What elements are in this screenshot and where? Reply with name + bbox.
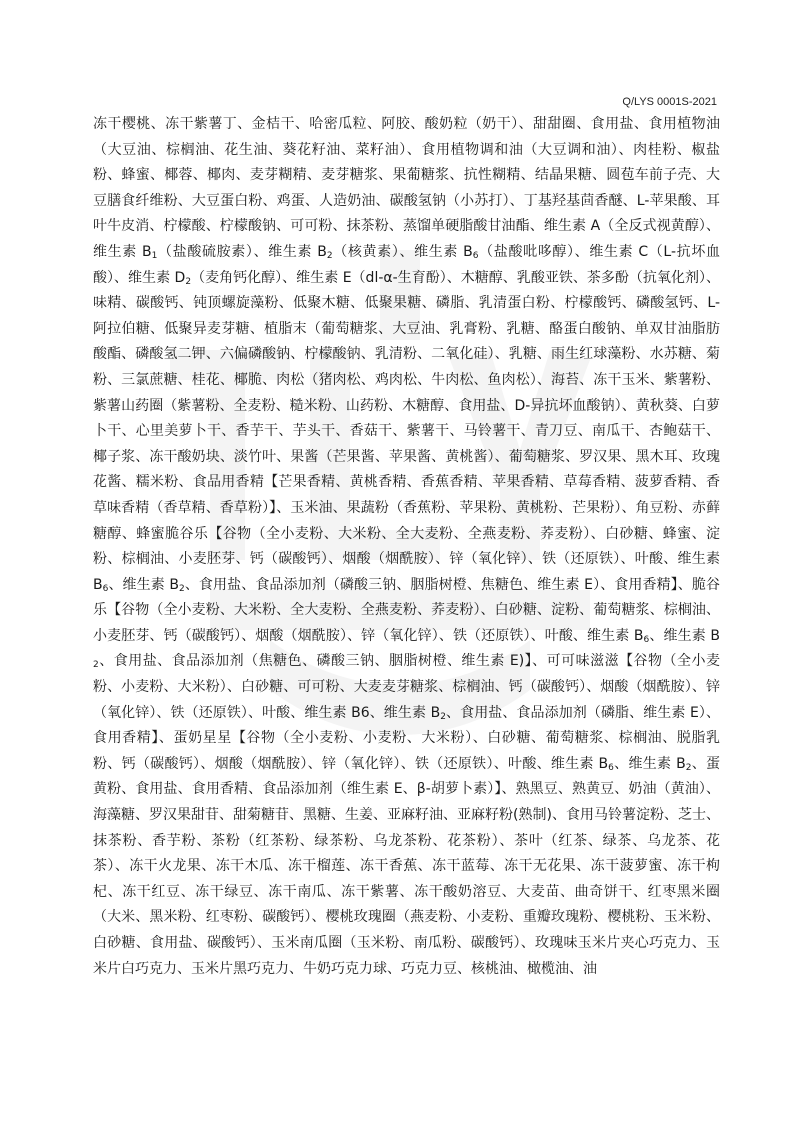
text-segment: 、食用盐、食品添加剂（磷酸三钠、胭脂树橙、焦糖色、维生素 E）、食用香精】、脆谷乐【谷物（全小麦粉、大米粉、全大麦粉、全燕麦粉、荞麦粉）、白砂糖、淀粉、葡萄糖浆、棕榈油、小麦胚芽、钙（碳酸钙）、烟酸（烟酰胺）、锌（氧化锌）、铁（还原铁）、叶酸、维生素 B xyxy=(93,576,720,644)
ingredient-paragraph xyxy=(93,112,720,982)
subscript: 2 xyxy=(93,660,99,671)
text-segment: 、蛋黄粉、食用盐、食用香精、食品添加剂（维生素 E、β-胡萝卜素）】、熟黑豆、熟黄豆、奶油（黄油）、海藻糖、罗汉果甜苷、甜菊糖苷、黑糖、生姜、亚麻籽油、亚麻籽粉(熟制)、食用马铃薯淀粉、芝士、抹茶粉、香芋粉、茶粉（红茶粉、绿茶粉、乌龙茶粉、花茶粉）、茶叶（红茶、绿茶、乌龙茶、花茶）、冻干火龙果、冻干木瓜、冻干榴莲、冻干香蕉、冻干蓝莓、冻干无花果、冻干菠萝蜜、冻干枸杞、冻干红豆、冻干绿豆、冻干南瓜、冻干紫薯、冻干酸奶溶豆、大麦苗、曲奇饼干、红枣黑米圈（大米、黑米粉、红枣粉、碳酸钙）、樱桃玫瑰圈（燕麦粉、小麦粉、重瓣玫瑰粉、樱桃粉、玉米粉、白砂糖、食用盐、碳酸钙）、玉米南瓜圈（玉米粉、南瓜粉、碳酸钙）、玫瑰味玉米片夹心巧克力、玉米片白巧克力、玉米片黑巧克力、牛奶巧克力球、巧克力豆、核桃油、橄榄油、油 xyxy=(93,755,720,977)
subscript: 2 xyxy=(185,276,192,287)
subscript: 2 xyxy=(440,711,446,722)
text-segment: 、食用盐、食品添加剂（焦糖色、磷酸三钠、胭脂树橙、维生素 E)】、可可味滋滋【谷物（全小麦粉、小麦粉、大米粉）、白砂糖、可可粉、大麦麦芽糖浆、棕榈油、钙（碳酸钙）、烟酸（烟酰胺）、锌（氧化锌）、铁（还原铁）、叶酸、维生素 B6、维生素 B xyxy=(93,653,720,721)
subscript: 6 xyxy=(472,250,479,261)
text-segment: （麦角钙化醇）、维生素 E（dl-α-生育酚）、木糖醇、乳酸亚铁、茶多酚（抗氧化剂）、味精、碳酸钙、钝顶螺旋藻粉、低聚木糖、低聚果糖、磷脂、乳清蛋白粉、柠檬酸钙、磷酸氢钙、L-阿拉伯糖、低聚异麦芽糖、植脂末（葡萄糖浆、大豆油、乳膏粉、乳糖、酪蛋白酸钠、单双甘油脂肪酸酯、磷酸氢二钾、六偏磷酸钠、柠檬酸钠、乳清粉、二氧化硅）、乳糖、雨生红球藻粉、水苏糖、菊粉、三氯蔗糖、桂花、椰脆、肉松（猪肉松、鸡肉松、牛肉松、鱼肉松）、海苔、冻干玉米、紫薯粉、紫薯山药圈（紫薯粉、全麦粉、糙米粉、山药粉、木糖醇、食用盐、D-异抗坏血酸钠）、黄秋葵、白萝卜干、心里美萝卜干、香芋干、芋头干、香菇干、紫薯干、马铃薯干、青刀豆、南瓜干、杏鲍菇干、椰子浆、冻干酸奶块、淡竹叶、果酱（芒果酱、苹果酱、黄桃酱）、葡萄糖浆、罗汉果、黑木耳、玫瑰花酱、糯米粉、食品用香精【芒果香精、黄桃香精、香蕉香精、苹果香精、草莓香精、菠萝香精、香草味香精（香草精、香草粉）】、玉米油、果蔬粉（香蕉粉、苹果粉、黄桃粉、芒果粉）、角豆粉、赤藓糖醇、蜂蜜脆谷乐【谷物（全小麦粉、大米粉、全大麦粉、全燕麦粉、荞麦粉）、白砂糖、蜂蜜、淀粉、棕榈油、小麦胚芽、钙（碳酸钙）、烟酸（烟酰胺）、锌（氧化锌）、铁（还原铁）、叶酸、维生素 B xyxy=(93,269,720,593)
document-code: Q/LYS 0001S-2021 xyxy=(622,96,717,108)
subscript: 2 xyxy=(685,762,692,773)
text-segment: 、维生素 B xyxy=(108,576,179,593)
text-segment: 、维生素 B xyxy=(649,627,720,644)
ingredient-list xyxy=(93,112,720,1122)
subscript: 2 xyxy=(179,583,185,594)
subscript: 1 xyxy=(151,250,158,261)
text-segment: 、食用盐、食品添加剂（磷脂、维生素 E）、食用香精】、蛋奶星星【谷物（全小麦粉、小麦粉、大米粉）、白砂糖、葡萄糖浆、棕榈油、脱脂乳粉、钙（碳酸钙）、烟酸（烟酰胺）、锌（氧化锌）、铁（还原铁）、叶酸、维生素 B xyxy=(93,704,720,772)
subscript: 6 xyxy=(102,583,109,594)
text-segment: （盐酸吡哆醇）、维生素 C（L-抗坏血酸）、维生素 D xyxy=(93,243,720,286)
subscript: 6 xyxy=(608,762,614,773)
subscript: 2 xyxy=(326,250,333,261)
text-segment: 冻干樱桃、冻干紫薯丁、金桔干、哈密瓜粒、阿胶、酸奶粒（奶干）、甜甜圈、食用盐、食用植物油（大豆油、棕榈油、花生油、葵花籽油、菜籽油）、食用植物调和油（大豆调和油）、肉桂粉、椒盐粉、蜂蜜、椰蓉、椰肉、麦芽糊精、麦芽糖浆、果葡糖浆、抗性糊精、结晶果糖、圆苞车前子壳、大豆膳食纤维粉、大豆蛋白粉、鸡蛋、人造奶油、碳酸氢钠（小苏打）、丁基羟基茴香醚、L-苹果酸、耳叶牛皮消、柠檬酸、柠檬酸钠、可可粉、抹茶粉、蒸馏单硬脂酸甘油酯、维生素 A（全反式视黄醇）、维生素 B xyxy=(93,116,720,260)
subscript: 6 xyxy=(643,634,650,645)
text-segment: 、维生素 B xyxy=(613,755,686,772)
text-segment: （核黄素）、维生素 B xyxy=(332,243,473,260)
text-segment: （盐酸硫胺素）、维生素 B xyxy=(157,243,327,260)
